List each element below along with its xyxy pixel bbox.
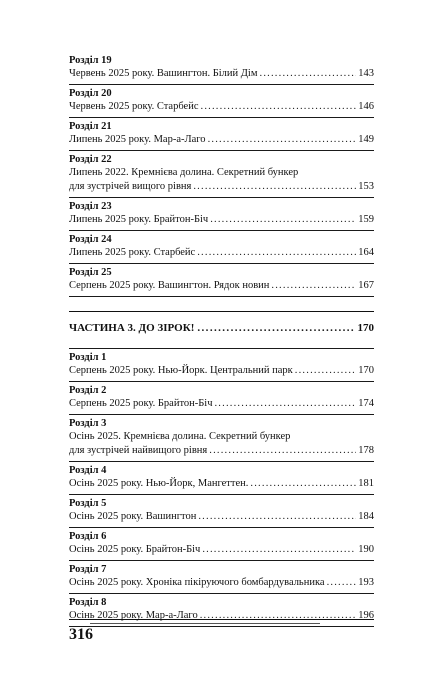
entry-line: [69, 166, 374, 180]
entry-page: 196: [358, 610, 374, 621]
chapter-label: Розділ 22: [69, 154, 112, 165]
toc-entry[interactable]: [69, 151, 374, 198]
leader-dots: [201, 100, 357, 114]
entry-line: [69, 477, 374, 491]
leader-dots: [209, 444, 356, 458]
chapter-label: Розділ 7: [69, 564, 107, 575]
entry-title: Серпень 2025 року. Нью-Йорк. Центральний парк: [69, 365, 293, 376]
entry-title: для зустрічей найвищого рівня: [69, 445, 208, 456]
chapter-label: Розділ 19: [69, 55, 112, 66]
leader-dots: [250, 477, 356, 491]
part-heading[interactable]: [69, 322, 374, 334]
entry-title: Серпень 2025 року. Брайтон-Біч: [69, 398, 213, 409]
entry-line: [69, 430, 374, 444]
leader-dots: [327, 576, 357, 590]
entry-page: 153: [358, 181, 374, 192]
toc-entry[interactable]: [69, 382, 374, 415]
entry-title: Червень 2025 року. Вашингтон. Білий Дім: [69, 68, 258, 79]
toc-entry[interactable]: [69, 264, 374, 297]
entry-line: [69, 397, 374, 411]
toc-entry[interactable]: [69, 52, 374, 85]
toc-entry[interactable]: [69, 349, 374, 382]
entry-title: Осінь 2025 року. Мар-а-Лаго: [69, 610, 198, 621]
toc-entry[interactable]: [69, 561, 374, 594]
chapter-label: Розділ 1: [69, 352, 107, 363]
chapter-label: Розділ 20: [69, 88, 112, 99]
chapter-label: Розділ 8: [69, 597, 107, 608]
entry-page: 149: [358, 134, 374, 145]
entry-title: Серпень 2025 року. Вашингтон. Рядок новин: [69, 280, 270, 291]
entry-line: [69, 364, 374, 378]
entry-page: 159: [358, 214, 374, 225]
part-page: 170: [357, 322, 374, 334]
chapter-label: Розділ 23: [69, 201, 112, 212]
chapter-label: Розділ 2: [69, 385, 107, 396]
entry-line: [69, 180, 374, 194]
entry-page: 181: [358, 478, 374, 489]
chapter-label: Розділ 3: [69, 418, 107, 429]
entry-title: для зустрічей вищого рівня: [69, 181, 192, 192]
footer-rule: [69, 619, 374, 620]
toc-entry[interactable]: [69, 462, 374, 495]
leader-dots: [214, 397, 356, 411]
toc-entry[interactable]: [69, 198, 374, 231]
entry-title: Липень 2022. Кремнієва долина. Секретний бункер: [69, 167, 299, 178]
leader-dots: [197, 246, 356, 260]
entry-line: [69, 444, 374, 458]
entry-title: Липень 2025 року. Старбейс: [69, 247, 196, 258]
leader-dots: [193, 180, 356, 194]
chapter-label: Розділ 5: [69, 498, 107, 509]
chapter-label: Розділ 21: [69, 121, 112, 132]
entry-title: Осінь 2025 року. Хроніка пікіруючого бомбардувальника: [69, 577, 325, 588]
chapter-label: Розділ 24: [69, 234, 112, 245]
entry-title: Липень 2025 року. Мар-а-Лаго: [69, 134, 206, 145]
leader-dots: [271, 279, 356, 293]
entry-line: [69, 609, 374, 623]
entry-page: 170: [358, 365, 374, 376]
entry-title: Червень 2025 року. Старбейс: [69, 101, 199, 112]
entry-line: [69, 279, 374, 293]
entry-line: [69, 543, 374, 557]
entry-page: 167: [358, 280, 374, 291]
entry-page: 164: [358, 247, 374, 258]
entry-line: [69, 133, 374, 147]
toc-entry[interactable]: [69, 495, 374, 528]
entry-title: Липень 2025 року. Брайтон-Біч: [69, 214, 209, 225]
toc-entry[interactable]: [69, 528, 374, 561]
part-heading-block: [69, 311, 374, 627]
entry-page: 193: [358, 577, 374, 588]
entry-title: Осінь 2025 року. Брайтон-Біч: [69, 544, 201, 555]
entry-page: 143: [358, 68, 374, 79]
leader-dots: [202, 543, 356, 557]
entry-page: 174: [358, 398, 374, 409]
toc-entry[interactable]: [69, 85, 374, 118]
toc-section-part3: [69, 348, 374, 627]
toc-entry[interactable]: [69, 415, 374, 462]
entry-line: [69, 100, 374, 114]
entry-page: 178: [358, 445, 374, 456]
part-title: ЧАСТИНА 3. ДО ЗІРОК!: [69, 322, 195, 334]
entry-line: [69, 576, 374, 590]
entry-title: Осінь 2025. Кремнієва долина. Секретний бункер: [69, 431, 291, 442]
leader-dots: [260, 67, 357, 81]
leader-dots: [197, 322, 354, 334]
toc-section-part2: [69, 52, 374, 297]
leader-dots: [210, 213, 356, 227]
leader-dots: [200, 609, 357, 623]
entry-title: Осінь 2025 року. Вашингтон: [69, 511, 197, 522]
entry-line: [69, 246, 374, 260]
entry-line: [69, 67, 374, 81]
entry-page: 184: [358, 511, 374, 522]
entry-line: [69, 510, 374, 524]
footer-rule-secondary: [90, 623, 320, 624]
chapter-label: Розділ 25: [69, 267, 112, 278]
leader-dots: [295, 364, 356, 378]
entry-page: 190: [358, 544, 374, 555]
chapter-label: Розділ 4: [69, 465, 107, 476]
page-number: 316: [69, 626, 93, 643]
toc-entry[interactable]: [69, 118, 374, 151]
toc-entry[interactable]: [69, 231, 374, 264]
leader-dots: [198, 510, 356, 524]
chapter-label: Розділ 6: [69, 531, 107, 542]
entry-title: Осінь 2025 року. Нью-Йорк, Мангеттен.: [69, 478, 249, 489]
leader-dots: [208, 133, 357, 147]
entry-page: 146: [358, 101, 374, 112]
entry-line: [69, 213, 374, 227]
